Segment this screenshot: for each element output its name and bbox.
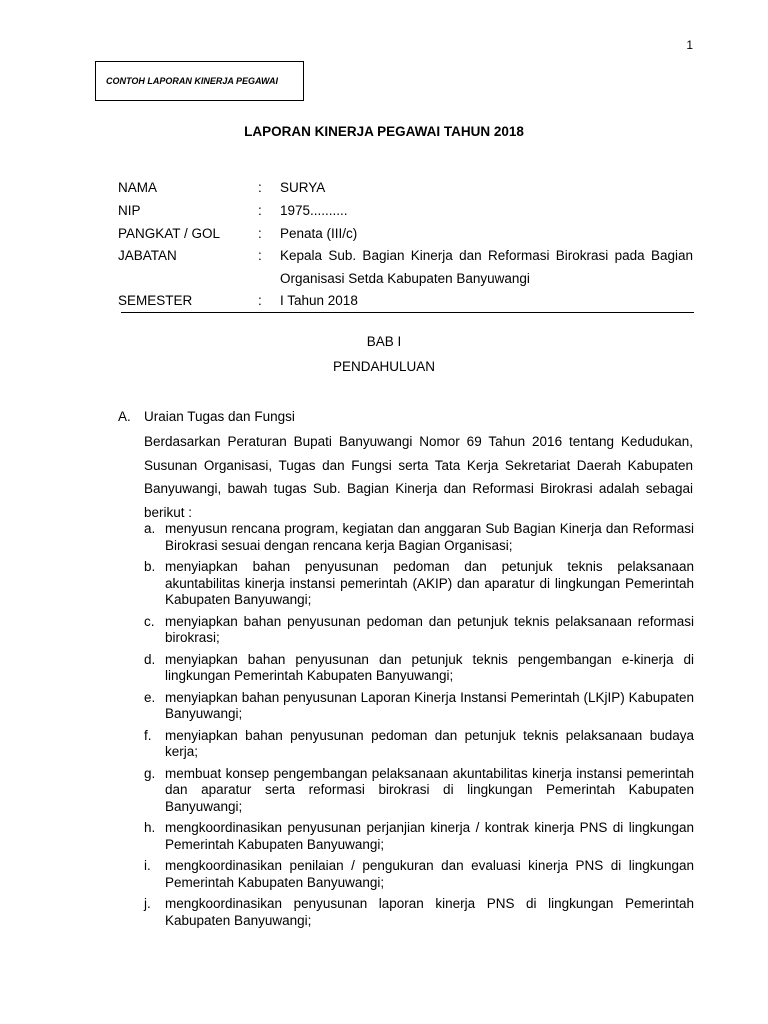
list-text: menyiapkan bahan penyusunan Laporan Kinerja Instansi Pemerintah (LKjIP) Kabupaten Banyuwangi; [165, 689, 694, 721]
list-text: menyusun rencana program, kegiatan dan anggaran Sub Bagian Kinerja dan Reformasi Birokrasi sesuai dengan rencana kerja Bagian Organisasi; [165, 521, 694, 553]
list-marker: g. [144, 765, 156, 781]
list-item [144, 896, 694, 929]
example-label-box [95, 61, 304, 101]
list-marker: h. [144, 820, 156, 835]
chapter-title: PENDAHULUAN [332, 359, 436, 374]
info-key: NIP [118, 203, 141, 218]
list-text: mengkoordinasikan penyusunan laporan kinerja PNS di lingkungan Pemerintah Kabupaten Banyuwangi; [165, 896, 694, 928]
info-value: Penata (III/c) [280, 226, 358, 241]
list-marker: f. [144, 727, 152, 743]
list-marker: c. [144, 613, 155, 629]
chapter-number: BAB I [366, 334, 402, 349]
info-value: Kepala Sub. Bagian Kinerja dan Reformasi Birokrasi pada Bagian Organisasi Setda Kabupaten Banyuwangi [280, 248, 693, 286]
document-title: LAPORAN KINERJA PEGAWAI TAHUN 2018 [244, 124, 524, 139]
list-item [144, 559, 694, 609]
info-value: SURYA [280, 180, 326, 195]
info-key: NAMA [118, 180, 158, 195]
list-item [144, 766, 694, 816]
list-item [144, 614, 694, 647]
info-key: JABATAN [118, 248, 177, 263]
list-marker: i. [144, 858, 151, 873]
list-text: menyiapkan bahan penyusunan dan petunjuk teknis pengembangan e-kinerja di lingkungan Pemerintah Kabupaten Banyuwangi; [165, 651, 694, 683]
page-number: 1 [686, 38, 693, 52]
list-item [144, 652, 694, 685]
list-item [144, 820, 694, 853]
list-item [144, 690, 694, 723]
list-text: menyiapkan bahan penyusunan pedoman dan petunjuk teknis pelaksanaan akuntabilitas kinerja instansi pemerintah (AKIP) dan aparatur di lingkungan Pemerintah Kabupaten Banyuwangi; [165, 559, 694, 607]
section-letter: A. [118, 409, 131, 424]
list-item [144, 521, 694, 554]
list-text: membuat konsep pengembangan pelaksanaan akuntabilitas kinerja instansi pemerintah dan aparatur serta reformasi birokrasi di lingkungan Pemerintah Kabupaten Banyuwangi; [165, 765, 694, 814]
example-label-text: CONTOH LAPORAN KINERJA PEGAWAI [106, 76, 279, 86]
info-colon: : [258, 293, 262, 308]
list-marker: d. [144, 651, 156, 667]
section-title: Uraian Tugas dan Fungsi [144, 409, 295, 424]
intro-paragraph: Berdasarkan Peraturan Bupati Banyuwangi Nomor 69 Tahun 2016 tentang Kedudukan, Susunan Organisasi, Tugas dan Fungsi serta Tata Kerja Sekretariat Daerah Kabupaten Banyuwangi, bawah tugas Sub. Bagian Kinerja dan Reformasi Birokrasi adalah sebagai berikut : [144, 434, 693, 520]
list-text: menyiapkan bahan penyusunan pedoman dan petunjuk teknis pelaksanaan reformasi birokrasi; [165, 613, 694, 645]
list-marker: a. [144, 521, 156, 536]
duty-list [144, 521, 694, 934]
list-text: mengkoordinasikan penyusunan perjanjian kinerja / kontrak kinerja PNS di lingkungan Pemerintah Kabupaten Banyuwangi; [165, 820, 694, 852]
list-item [144, 858, 694, 891]
list-item [144, 728, 694, 761]
list-text: menyiapkan bahan penyusunan pedoman dan petunjuk teknis pelaksanaan budaya kerja; [165, 727, 694, 759]
list-text: mengkoordinasikan penilaian / pengukuran dan evaluasi kinerja PNS di lingkungan Pemerintah Kabupaten Banyuwangi; [165, 858, 694, 890]
list-marker: j. [144, 896, 151, 911]
info-colon: : [258, 203, 262, 218]
info-value: I Tahun 2018 [280, 293, 358, 308]
info-colon: : [258, 248, 262, 263]
info-colon: : [258, 226, 262, 241]
list-marker: b. [144, 559, 156, 574]
info-value: 1975.......... [280, 203, 348, 218]
list-marker: e. [144, 689, 156, 705]
info-key: PANGKAT / GOL [118, 226, 221, 241]
info-colon: : [258, 180, 262, 195]
divider-line [121, 312, 694, 313]
info-key: SEMESTER [118, 293, 193, 308]
